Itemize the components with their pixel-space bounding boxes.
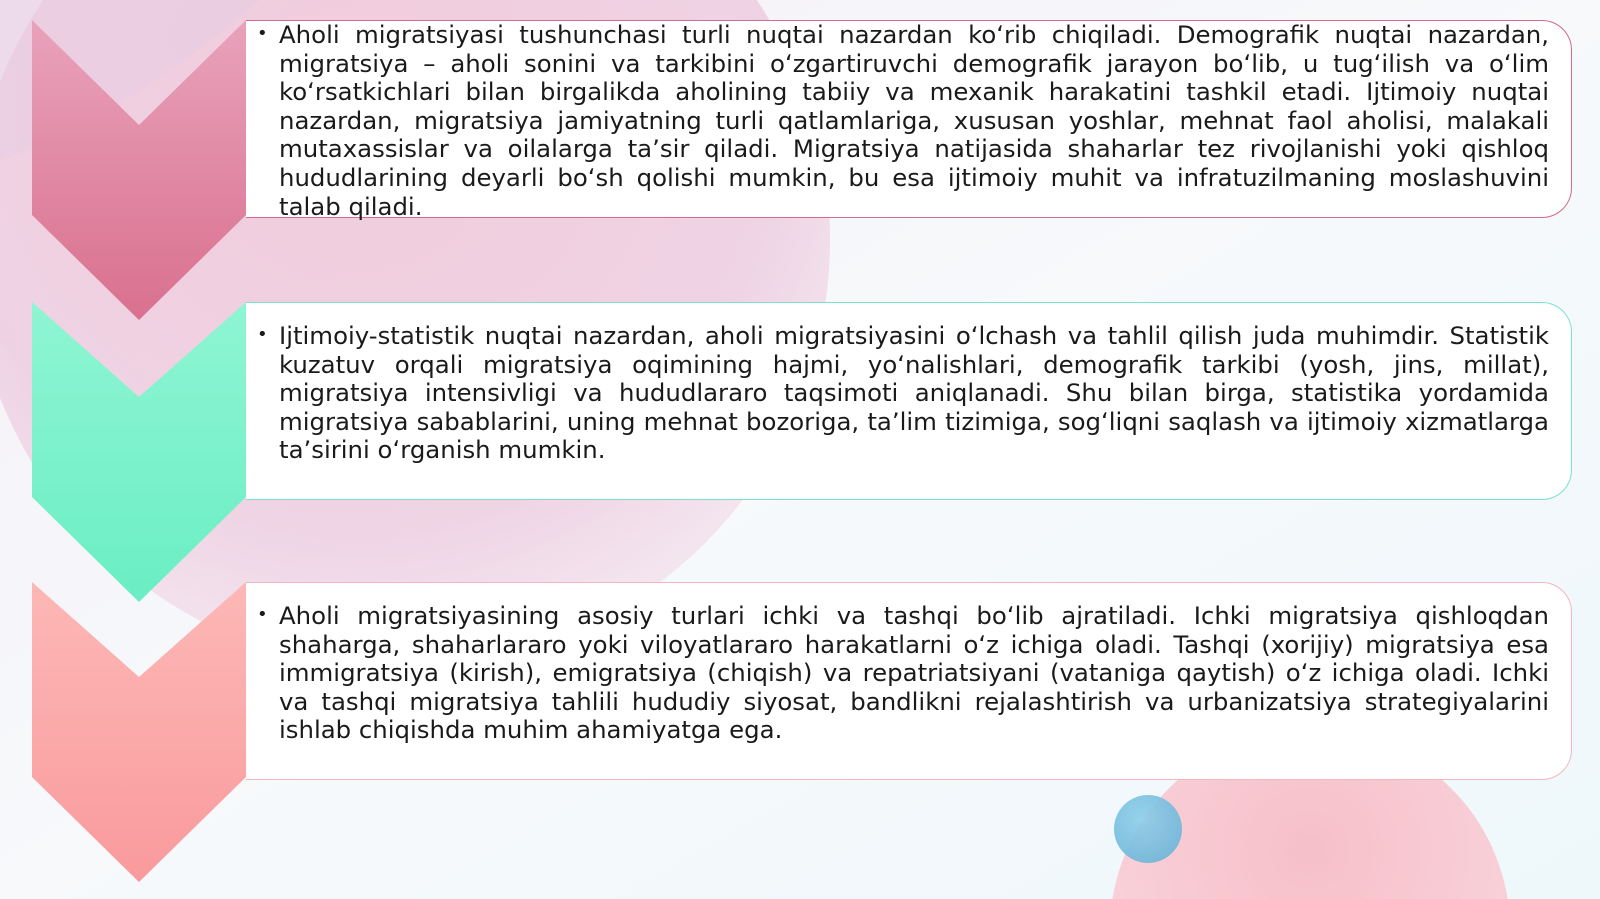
text-card-3 [246, 582, 1572, 780]
bullet-marker: • [257, 23, 268, 44]
list-item [257, 321, 1549, 465]
list-item [257, 20, 1549, 221]
bullet-list-2 [257, 321, 1549, 465]
paragraph-text: Aholi migratsiyasining asosiy turlari ichki va tashqi boʻlib ajratiladi. Ichki migratsiya qishloqdan shaharga, shaharlararo yoki viloyatlararo harakatlarni oʻz ichiga oladi. Tashqi (xorijiy) migratsiya esa immigratsiya (kirish), emigratsiya (chiqish) va repatriatsiyani (vataniga qaytish) oʻz ichiga oladi. Ichki va tashqi migratsiya tahlili hududiy siyosat, bandlikni rejalashtirish va urbanizatsiya strategiyalarini ishlab chiqishda muhim ahamiyatga ega. [279, 601, 1549, 745]
chevron-arrow-3 [32, 582, 246, 882]
paragraph-text: Ijtimoiy-statistik nuqtai nazardan, aholi migratsiyasini oʻlchash va tahlil qilish juda muhimdir. Statistik kuzatuv orqali migratsiya oqimining hajmi, yoʻnalishlari, demografik tarkibi (yosh, jins, millat), migratsiya intensivligi va hududlararo taqsimoti aniqlanadi. Shu bilan birga, statistika yordamida migratsiya sabablarini, uning mehnat bozoriga, taʼlim tizimiga, sogʻliqni saqlash va ijtimoiy xizmatlarga taʼsirini oʻrganish mumkin. [279, 321, 1549, 465]
text-card-1 [246, 20, 1572, 221]
bullet-list-3 [257, 601, 1549, 745]
background-blue-dot [1114, 795, 1182, 863]
paragraph-text: Aholi migratsiyasi tushunchasi turli nuqtai nazardan koʻrib chiqiladi. Demografik nuqtai nazardan, migratsiya – aholi sonini va tarkibini oʻzgartiruvchi demografik jarayon boʻlib, u tugʻilish va oʻlim koʻrsatkichlari bilan birgalikda aholining tabiiy va mexanik harakatini tashkil etadi. Ijtimoiy nuqtai nazardan, migratsiya jamiyatning turli qatlamlariga, xususan yoshlar, mehnat faol aholisi, malakali mutaxassislar va oilalarga taʼsir qiladi. Migratsiya natijasida shaharlar tez rivojlanishi yoki qishloq hududlarining deyarli boʻsh qolishi mumkin, bu esa ijtimoiy muhit va infratuzilmaning moslashuvini talab qiladi. [279, 20, 1549, 221]
chevron-arrow-2 [32, 302, 246, 602]
bullet-marker: • [257, 604, 268, 625]
bullet-marker: • [257, 324, 268, 345]
chevron-arrow-1 [32, 20, 246, 320]
bullet-list-1 [257, 20, 1549, 221]
list-item [257, 601, 1549, 745]
text-card-2 [246, 302, 1572, 500]
